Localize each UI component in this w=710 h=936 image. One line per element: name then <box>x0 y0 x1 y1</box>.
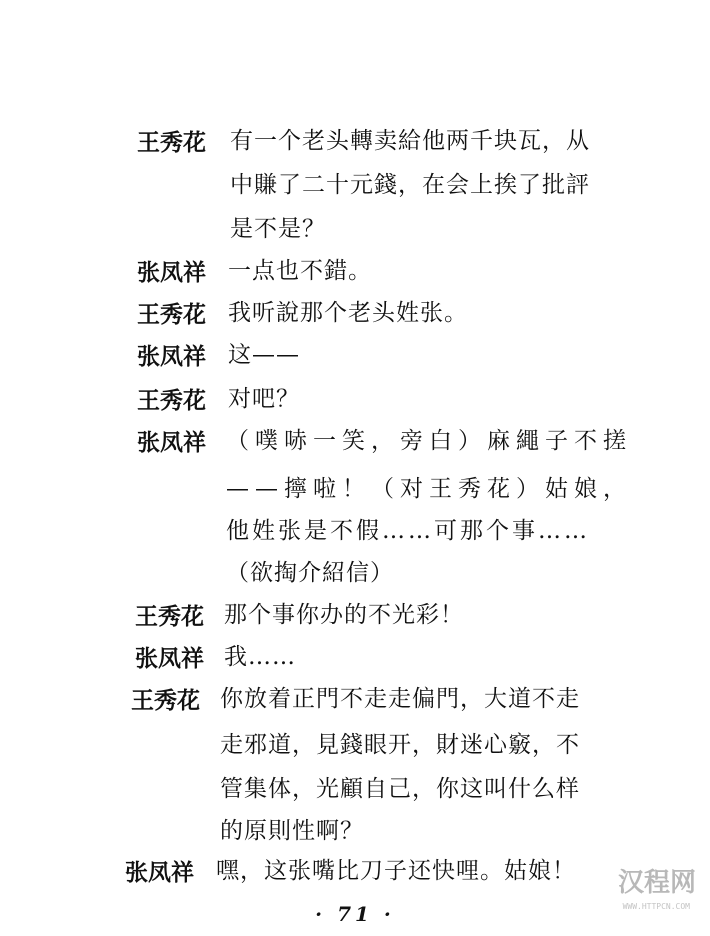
speaker-name: 张凤祥 <box>137 344 206 370</box>
speaker-name: 张凤祥 <box>137 430 206 456</box>
dialogue-text: 他姓张是不假……可那个事…… <box>226 518 590 544</box>
dialogue-text: 那个事你办的不光彩！ <box>224 602 464 628</box>
speaker-name: 王秀花 <box>137 388 206 414</box>
dialogue-text: 的原則性啊？ <box>220 818 364 844</box>
dialogue-text: 走邪道，見錢眼开，財迷心竅，不 <box>220 732 580 758</box>
speaker-name: 王秀花 <box>135 604 204 630</box>
dialogue-text: 一点也不錯。 <box>228 258 372 284</box>
dialogue-text: （噗哧一笑，旁白）麻繩子不搓 <box>226 428 632 454</box>
speaker-name: 王秀花 <box>131 688 200 714</box>
watermark-logo: 汉程网 <box>617 868 696 898</box>
dialogue-text: 是不是？ <box>230 216 326 242</box>
dialogue-text: （欲掏介紹信） <box>226 560 394 586</box>
speaker-name: 王秀花 <box>137 302 206 328</box>
speaker-name: 张凤祥 <box>135 646 204 672</box>
dialogue-text: 有一个老头轉卖給他两千块瓦，从 <box>230 128 590 154</box>
dialogue-text: 我…… <box>224 644 296 670</box>
speaker-name: 张凤祥 <box>137 260 206 286</box>
dialogue-text: 对吧？ <box>228 386 300 412</box>
speaker-name: 王秀花 <box>137 130 206 156</box>
dialogue-text: 中賺了二十元錢，在会上挨了批評 <box>230 172 590 198</box>
dialogue-text: 管集体，光顧自己，你这叫什么样 <box>220 776 580 802</box>
dialogue-text: 我听說那个老头姓张。 <box>228 300 468 326</box>
dialogue-text: ——擰啦！（对王秀花）姑娘， <box>226 476 632 502</box>
watermark-url: WWW.HTTPCN.COM <box>622 902 690 911</box>
dialogue-text: 这—— <box>228 342 300 368</box>
page-number: · 71 · <box>315 902 395 926</box>
speaker-name: 张凤祥 <box>125 860 194 886</box>
dialogue-text: 嘿，这张嘴比刀子还快哩。姑娘！ <box>216 858 576 884</box>
dialogue-text: 你放着正門不走走偏門，大道不走 <box>220 686 580 712</box>
